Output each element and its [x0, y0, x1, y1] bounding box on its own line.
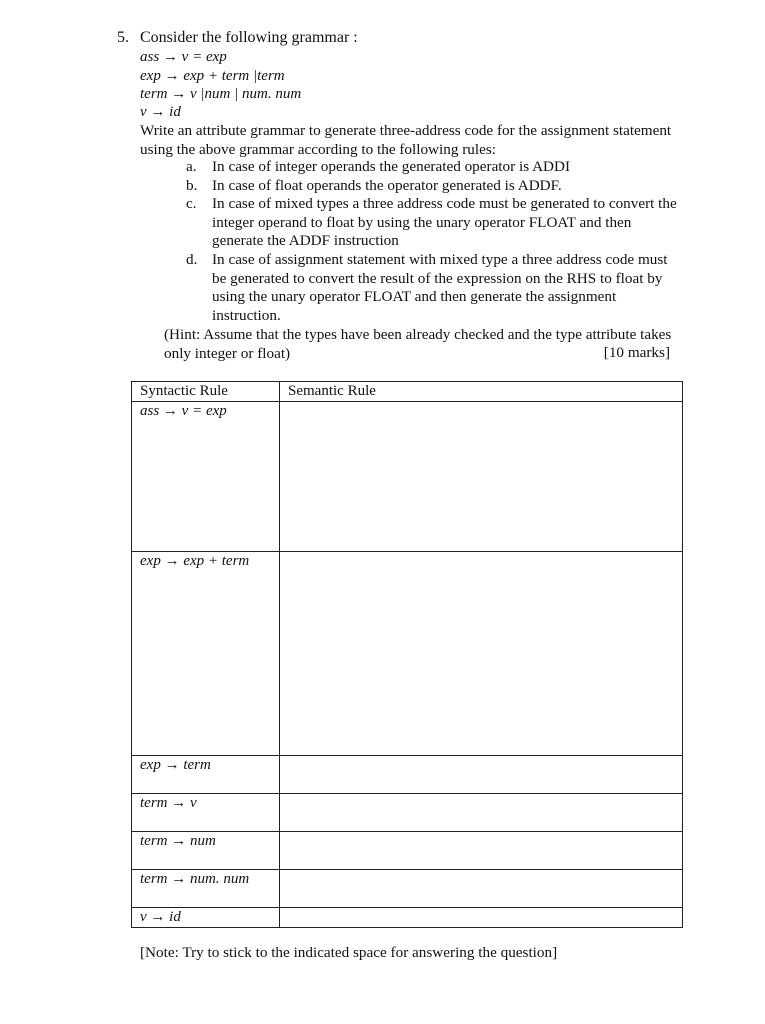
syntactic-rule-cell: exp → exp + term: [132, 552, 280, 756]
table-row: [132, 402, 683, 552]
semantic-answer-cell[interactable]: [280, 552, 683, 756]
marks-label: [10 marks]: [603, 344, 670, 361]
grammar-rule-ass: ass → v = exp: [140, 49, 227, 65]
grammar-rule-exp: exp → exp + term |term: [140, 68, 285, 84]
rule-text: In case of mixed types a three address code must be generated to convert the integer operand to float by using the unary operator FLOAT and then generate the ADDF instruction: [212, 195, 677, 249]
table-row: [132, 552, 683, 756]
rule-label: d.: [186, 251, 198, 268]
footer-note: [Note: Try to stick to the indicated space for answering the question]: [140, 944, 558, 961]
table-row: [132, 756, 683, 794]
semantic-answer-cell[interactable]: [280, 832, 683, 870]
question-title: Consider the following grammar :: [140, 29, 358, 46]
hint-text: (Hint: Assume that the types have been already checked and the type attribute takes only integer or float): [164, 326, 672, 362]
syntactic-rule-cell: ass → v = exp: [132, 402, 280, 552]
rule-text: In case of assignment statement with mixed type a three address code must be generated to convert the result of the expression on the RHS to float by using the unary operator FLOAT and then generate the assignment instruction.: [212, 251, 668, 324]
rule-text: In case of integer operands the generated operator is ADDI: [212, 158, 571, 175]
grammar-rule-v: v → id: [140, 104, 181, 120]
table-row: [132, 794, 683, 832]
semantic-answer-cell[interactable]: [280, 870, 683, 908]
table-row: [132, 870, 683, 908]
header-syntactic-rule: Syntactic Rule: [132, 382, 280, 402]
syntactic-rule-cell: term → num: [132, 832, 280, 870]
table-row: [132, 832, 683, 870]
grammar-rule-term: term → v |num | num. num: [140, 86, 302, 102]
syntactic-rule-cell: term → num. num: [132, 870, 280, 908]
syntactic-rule-cell: term → v: [132, 794, 280, 832]
semantic-answer-cell[interactable]: [280, 402, 683, 552]
instruction-text: Write an attribute grammar to generate three-address code for the assignment statement using the above grammar according to the following rules:: [140, 122, 672, 158]
rule-label: b.: [186, 177, 198, 194]
rule-label: a.: [186, 158, 197, 175]
syntactic-rule-cell: exp → term: [132, 756, 280, 794]
semantic-rules-table: [131, 381, 683, 928]
question-number: 5.: [117, 29, 129, 46]
semantic-answer-cell[interactable]: [280, 908, 683, 928]
syntactic-rule-cell: v → id: [132, 908, 280, 928]
table-row: [132, 908, 683, 928]
semantic-answer-cell[interactable]: [280, 794, 683, 832]
semantic-answer-cell[interactable]: [280, 756, 683, 794]
rule-label: c.: [186, 195, 197, 212]
table-header-row: [132, 382, 683, 402]
header-semantic-rule: Semantic Rule: [280, 382, 683, 402]
rule-text: In case of float operands the operator generated is ADDF.: [212, 177, 562, 194]
